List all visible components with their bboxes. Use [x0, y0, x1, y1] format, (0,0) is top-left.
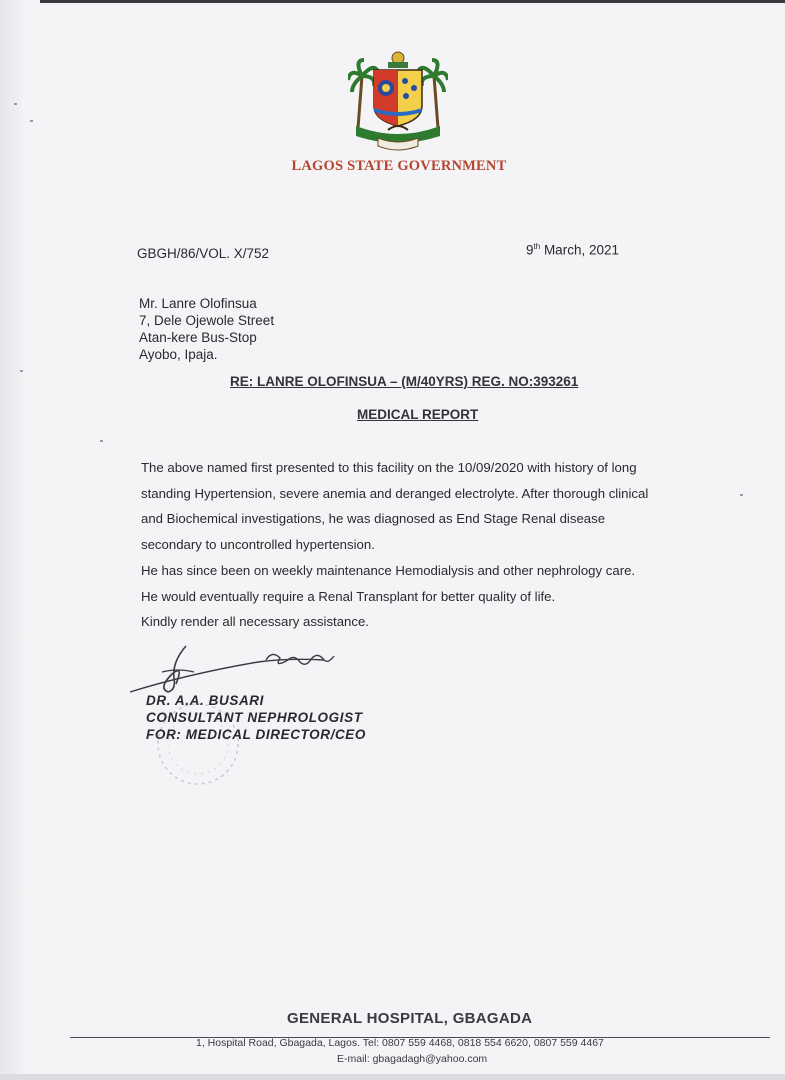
scan-top-edge [40, 0, 785, 3]
body-line: standing Hypertension, severe anemia and deranged electrolyte. After thorough clinical [141, 485, 649, 501]
body-line: Kindly render all necessary assistance. [141, 614, 369, 630]
signatory-capacity: FOR: MEDICAL DIRECTOR/CEO [146, 727, 367, 742]
organization-heading: LAGOS STATE GOVERNMENT [291, 158, 507, 174]
address-line: Mr. Lanre Olofinsua [139, 296, 257, 311]
scan-speck [14, 103, 17, 105]
scan-speck [100, 440, 103, 442]
report-title: MEDICAL REPORT [357, 407, 479, 422]
recipient-address [139, 295, 274, 363]
body-line: The above named first presented to this facility on the 10/09/2020 with history of long [141, 460, 637, 475]
reference-number: GBGH/86/VOL. X/752 [137, 246, 270, 261]
body-line: and Biochemical investigations, he was diagnosed as End Stage Renal disease [141, 511, 606, 527]
scan-left-margin [0, 0, 22, 1080]
footer-email: E-mail: gbagadagh@yahoo.com [337, 1053, 488, 1065]
address-line: 7, Dele Ojewole Street [139, 313, 275, 328]
date-month-year: March, 2021 [540, 242, 619, 258]
signatory-role: CONSULTANT NEPHROLOGIST [146, 710, 363, 725]
footer-address: 1, Hospital Road, Gbagada, Lagos. Tel: 0807 559 4468, 0818 554 6620, 0807 559 4467 [196, 1037, 604, 1049]
date-suffix: th [533, 242, 541, 251]
signatory-block [146, 692, 366, 743]
address-line: Ayobo, Ipaja. [139, 347, 218, 362]
date-day: 9 [526, 242, 534, 258]
address-line: Atan-kere Bus-Stop [139, 330, 257, 345]
scan-bottom-edge [0, 1074, 785, 1080]
handwritten-signature [128, 638, 348, 696]
body-line: secondary to uncontrolled hypertension. [141, 537, 375, 553]
scan-speck [30, 120, 33, 122]
footer-hospital-name: GENERAL HOSPITAL, GBAGADA [287, 1010, 533, 1027]
body-line: He would eventually require a Renal Transplant for better quality of life. [141, 588, 556, 604]
subject-line: RE: LANRE OLOFINSUA – (M/40YRS) REG. NO:393261 [230, 374, 579, 389]
scan-speck [20, 370, 23, 372]
lagos-state-crest-icon [348, 46, 448, 158]
letter-body [141, 455, 701, 635]
signatory-name: DR. A.A. BUSARI [146, 693, 265, 708]
scan-speck [740, 494, 743, 496]
letter-date [526, 242, 619, 258]
body-line: He has since been on weekly maintenance Hemodialysis and other nephrology care. [141, 562, 636, 578]
